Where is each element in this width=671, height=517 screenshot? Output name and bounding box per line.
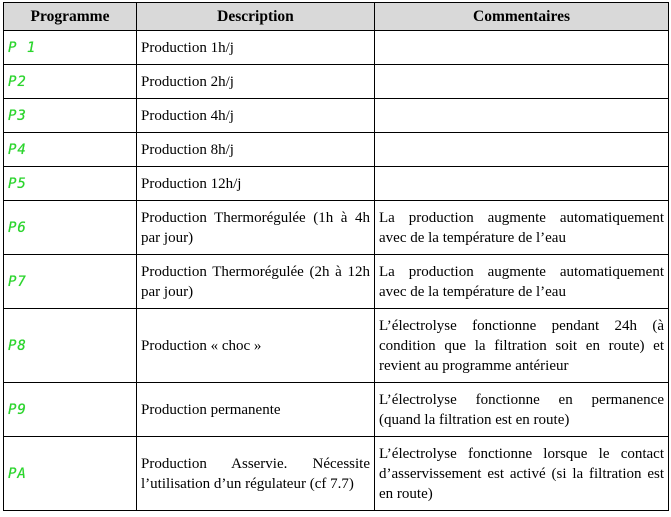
description-cell: Production 1h/j <box>137 31 375 65</box>
programme-cell <box>4 133 137 167</box>
description-cell: Production 12h/j <box>137 167 375 201</box>
program-code-p2: P2 <box>8 73 27 90</box>
program-code-p9: P9 <box>8 401 27 418</box>
programme-cell <box>4 437 137 511</box>
programme-cell <box>4 309 137 383</box>
description-cell: Production 2h/j <box>137 65 375 99</box>
programme-cell <box>4 31 137 65</box>
programme-cell <box>4 65 137 99</box>
comment-cell <box>375 167 669 201</box>
comment-cell <box>375 133 669 167</box>
comment-cell: L’électrolyse fonctionne pendant 24h (à condition que la filtration soit en route) et revient au programme antérieur <box>375 309 669 383</box>
table-row <box>4 167 669 201</box>
comment-cell: L’électrolyse fonctionne lorsque le contact d’asservissement est activé (si la filtration est en route) <box>375 437 669 511</box>
table-row <box>4 309 669 383</box>
description-cell: Production Thermorégulée (2h à 12h par jour) <box>137 255 375 309</box>
program-code-p8: P8 <box>8 337 27 354</box>
description-cell: Production permanente <box>137 383 375 437</box>
program-code-p1: P 1 <box>8 39 37 56</box>
programme-cell <box>4 255 137 309</box>
description-cell: Production 8h/j <box>137 133 375 167</box>
program-code-pa: PA <box>8 465 27 482</box>
description-cell: Production Asservie. Nécessite l’utilisation d’un régulateur (cf 7.7) <box>137 437 375 511</box>
description-cell: Production Thermorégulée (1h à 4h par jour) <box>137 201 375 255</box>
comment-cell <box>375 65 669 99</box>
table-row <box>4 255 669 309</box>
header-programme: Programme <box>4 3 137 31</box>
program-code-p7: P7 <box>8 273 27 290</box>
header-description: Description <box>137 3 375 31</box>
programme-cell <box>4 201 137 255</box>
comment-cell <box>375 31 669 65</box>
programme-cell <box>4 99 137 133</box>
header-row <box>4 3 669 31</box>
program-code-p6: P6 <box>8 219 27 236</box>
table-row <box>4 437 669 511</box>
programme-cell <box>4 167 137 201</box>
table-row <box>4 31 669 65</box>
programme-cell <box>4 383 137 437</box>
program-code-p4: P4 <box>8 141 27 158</box>
header-commentaires: Commentaires <box>375 3 669 31</box>
comment-cell <box>375 99 669 133</box>
comment-cell: La production augmente automatiquement avec de la température de l’eau <box>375 201 669 255</box>
description-cell: Production « choc » <box>137 309 375 383</box>
table-row <box>4 201 669 255</box>
description-cell: Production 4h/j <box>137 99 375 133</box>
programme-table <box>3 2 669 511</box>
program-code-p5: P5 <box>8 175 27 192</box>
table-row <box>4 65 669 99</box>
table-row <box>4 99 669 133</box>
table-row <box>4 383 669 437</box>
table-row <box>4 133 669 167</box>
program-code-p3: P3 <box>8 107 27 124</box>
comment-cell: L’électrolyse fonctionne en permanence (quand la filtration est en route) <box>375 383 669 437</box>
comment-cell: La production augmente automatiquement avec de la température de l’eau <box>375 255 669 309</box>
